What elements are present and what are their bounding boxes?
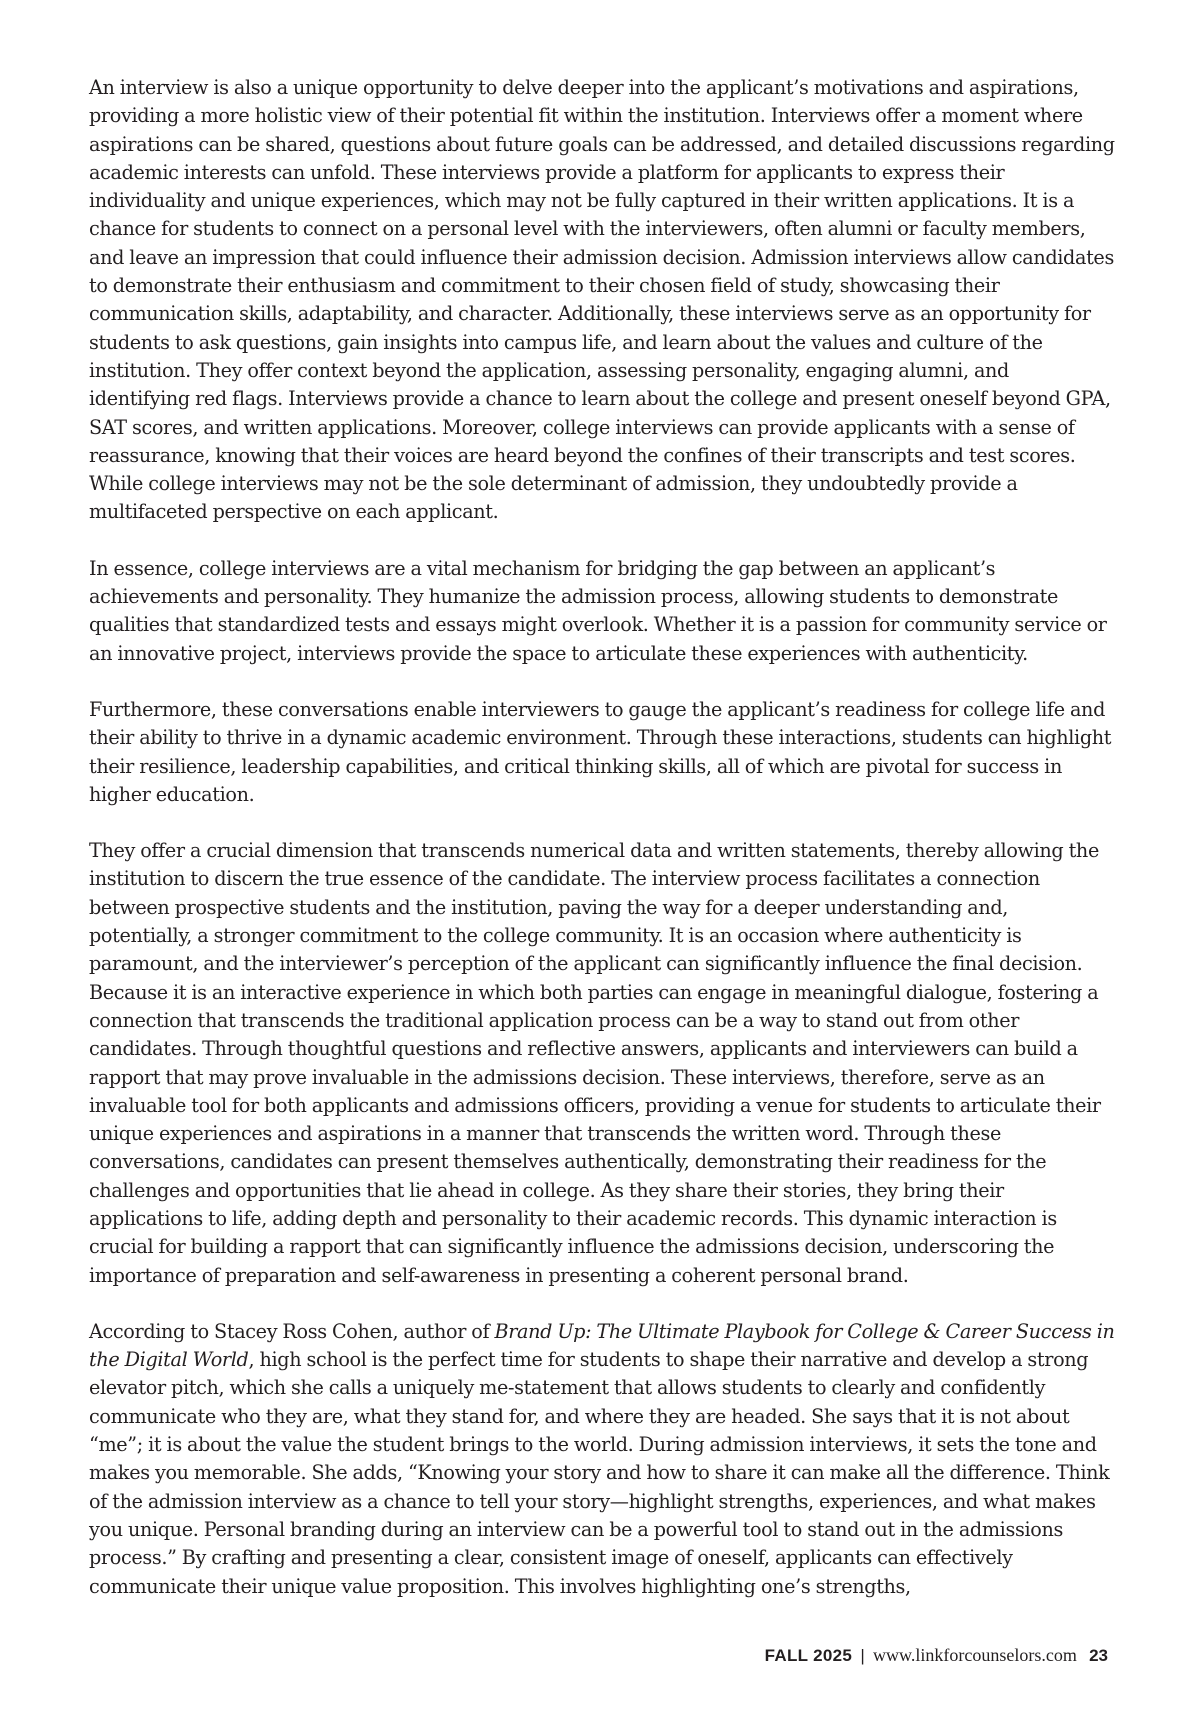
- page-footer: [765, 1645, 1108, 1666]
- article-body: [89, 74, 1115, 1629]
- paragraph-cohen-quote: [89, 1318, 1115, 1601]
- cohen-intro-text: According to Stacey Ross Cohen, author of: [89, 1319, 495, 1343]
- page-number: 23: [1089, 1646, 1108, 1665]
- paragraph-furthermore: Furthermore, these conversations enable interviewers to gauge the applicant’s readiness for college life and their ability to thrive in a dynamic academic environment. Through these interactions, students can highlight their resilience, leadership capabilities, and critical thinking skills, all of which are pivotal for success in higher education.: [89, 697, 1112, 806]
- paragraph-motivations: An interview is also a unique opportunity to delve deeper into the applicant’s motivations and aspirations, providing a more holistic view of their potential fit within the institution. Interviews offer a moment where aspirations can be shared, questions about future goals can be addressed, and detailed discussions regarding academic interests can unfold. These interviews provide a platform for applicants to express their individuality and unique experiences, which may not be fully captured in their written applications. It is a chance for students to connect on a personal level with the interviewers, often alumni or faculty members, and leave an impression that could influence their admission decision. Admission interviews allow candidates to demonstrate their enthusiasm and commitment to their chosen field of study, showcasing their communication skills, adaptability, and character. Additionally, these interviews serve as an opportunity for students to ask questions, gain insights into campus life, and learn about the values and culture of the institution. They offer context beyond the application, assessing personality, engaging alumni, and identifying red flags. Interviews provide a chance to learn about the college and present oneself beyond GPA, SAT scores, and written applications. Moreover, college interviews can provide applicants with a sense of reassurance, knowing that their voices are heard beyond the confines of their transcripts and test scores. While college interviews may not be the sole determinant of admission, they undoubtedly provide a multifaceted perspective on each applicant.: [89, 76, 1115, 524]
- paragraph-in-essence: In essence, college interviews are a vital mechanism for bridging the gap between an applicant’s achievements and personality. They humanize the admission process, allowing students to demonstrate qualities that standardized tests and essays might overlook. Whether it is a passion for community service or an innovative project, interviews provide the space to articulate these experiences with authenticity.: [89, 556, 1107, 665]
- paragraph-crucial-dimension: They offer a crucial dimension that transcends numerical data and written statements, thereby allowing the institution to discern the true essence of the candidate. The interview process facilitates a connection between prospective students and the institution, paving the way for a deeper understanding and, potentially, a stronger commitment to the college community. It is an occasion where authenticity is paramount, and the interviewer’s perception of the applicant can significantly influence the final decision. Because it is an interactive experience in which both parties can engage in meaningful dialogue, fostering a connection that transcends the traditional application process can be a way to stand out from other candidates. Through thoughtful questions and reflective answers, applicants and interviewers can build a rapport that may prove invaluable in the admissions decision. These interviews, therefore, serve as an invaluable tool for both applicants and admissions officers, providing a venue for students to articulate their unique experiences and aspirations in a manner that transcends the written word. Through these conversations, candidates can present themselves authentically, demonstrating their readiness for the challenges and opportunities that lie ahead in college. As they share their stories, they bring their applications to life, adding depth and personality to their academic records. This dynamic interaction is crucial for building a rapport that can significantly influence the admissions decision, underscoring the importance of preparation and self-awareness in presenting a coherent personal brand.: [89, 839, 1101, 1287]
- cohen-body-text: , high school is the perfect time for students to shape their narrative and develop a strong elevator pitch, which she calls a uniquely me-statement that allows students to clearly and confidently communicate who they are, what they stand for, and where they are headed. She says that it is not about “me”; it is about the value the student brings to the world. During admission interviews, it sets the tone and makes you memorable. She adds, “Knowing your story and how to share it can make all the difference. Think of the admission interview as a chance to tell your story—highlight strengths, experiences, and what makes you unique. Personal branding during an interview can be a powerful tool to stand out in the admissions process.” By crafting and presenting a clear, consistent image of oneself, applicants can effectively communicate their unique value proposition. This involves highlighting one’s strengths,: [89, 1348, 1110, 1598]
- footer-separator: |: [860, 1646, 865, 1665]
- website-url: www.linkforcounselors.com: [873, 1645, 1077, 1665]
- book-title: Brand Up: The Ultimate Playbook for College & Career Success in the Digital World: [89, 1319, 1115, 1372]
- issue-season: FALL 2025: [764, 1646, 853, 1665]
